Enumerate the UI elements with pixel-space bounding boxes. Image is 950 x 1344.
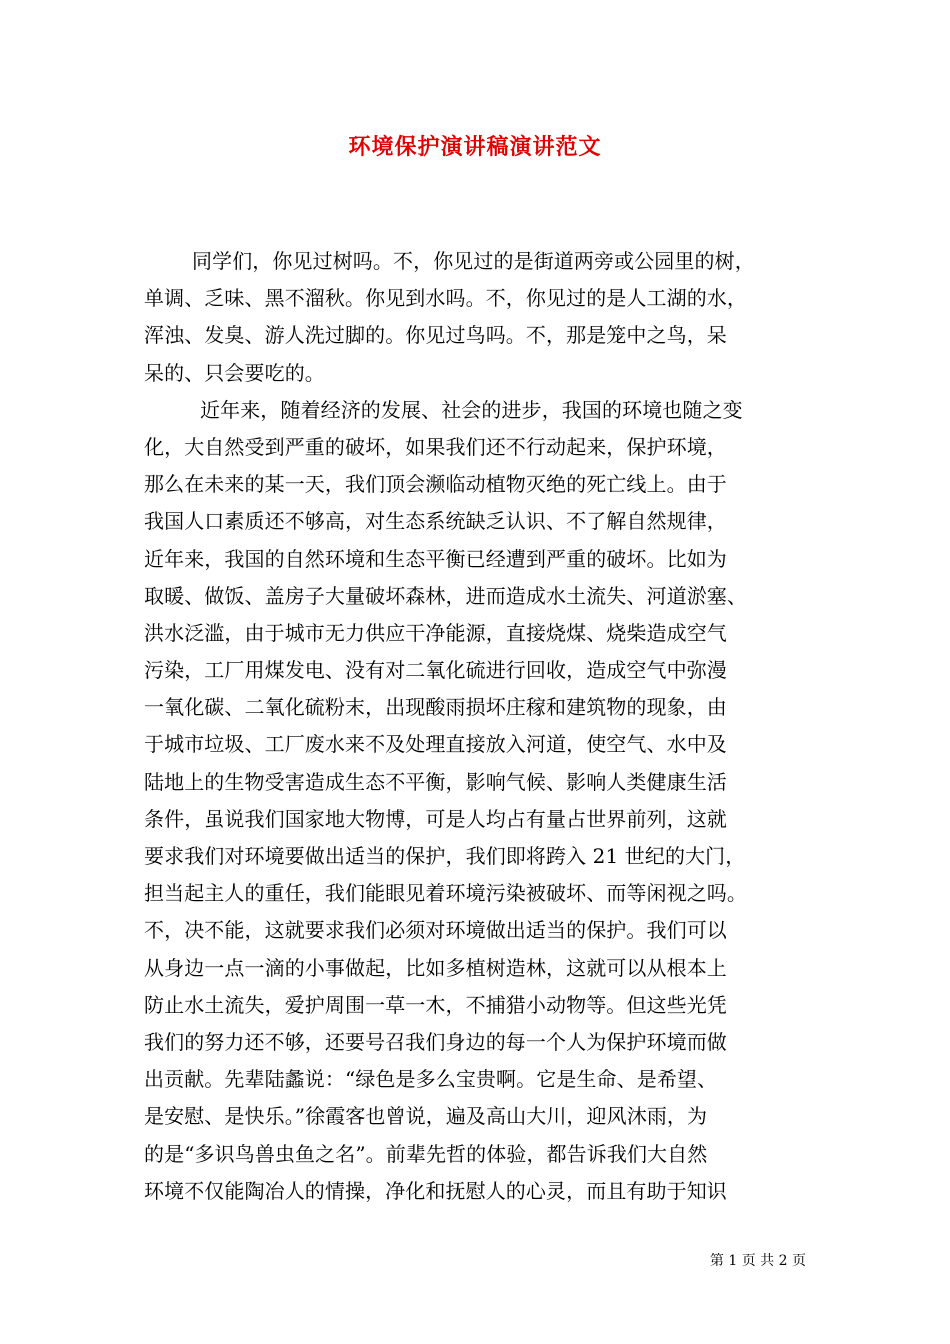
text-line: 于城市垃圾、工厂废水来不及处理直接放入河道，使空气、水中及	[144, 732, 727, 757]
text-line: 单调、乏味、黑不溜秋。你见到水吗。不，你见过的是人工湖的水，	[144, 286, 747, 311]
text-line: 我们的努力还不够，还要号召我们身边的每一个人为保护环境而做	[144, 1029, 727, 1054]
text-line: 近年来，我国的自然环境和生态平衡已经遭到严重的破坏。比如为	[144, 546, 727, 571]
text-line: 出贡献。先辈陆蠡说：“绿色是多么宝贵啊。它是生命、是希望、	[144, 1067, 718, 1092]
page-number: 第 1 页 共 2 页	[709, 1253, 806, 1269]
text-line: 陆地上的生物受害造成生态不平衡，影响气候、影响人类健康生活	[144, 769, 727, 794]
document-title: 环境保护演讲稿演讲范文	[348, 134, 602, 160]
text-line: 取暖、做饭、盖房子大量破坏森林，进而造成水土流失、河道淤塞、	[144, 583, 747, 608]
text-line: 洪水泛滥，由于城市无力供应干净能源，直接烧煤、烧柴造成空气	[144, 620, 727, 645]
text-line: 从身边一点一滴的小事做起，比如多植树造林，这就可以从根本上	[144, 955, 727, 980]
text-line: 呆的、只会要吃的。	[144, 360, 325, 385]
text-line: 一氧化碳、二氧化硫粉末，出现酸雨损坏庄稼和建筑物的现象，由	[144, 695, 727, 720]
document-body	[144, 243, 809, 1210]
text-line: 是安慰、是快乐。”徐霞客也曾说，遍及高山大川，迎风沐雨，为	[144, 1104, 708, 1129]
text-line: 担当起主人的重任，我们能眼见着环境污染被破坏、而等闲视之吗。	[144, 881, 747, 906]
text-line: 近年来，随着经济的发展、社会的进步，我国的环境也随之变	[200, 397, 743, 422]
text-line: 污染，工厂用煤发电、没有对二氧化硫进行回收，造成空气中弥漫	[144, 658, 727, 683]
text-line: 浑浊、发臭、游人洗过脚的。你见过鸟吗。不，那是笼中之鸟，呆	[144, 323, 727, 348]
text-line: 条件，虽说我们国家地大物博，可是人均占有量占世界前列，这就	[144, 806, 727, 831]
text-line: 同学们，你见过树吗。不，你见过的是街道两旁或公园里的树，	[192, 249, 755, 273]
text-line: 不，决不能，这就要求我们必须对环境做出适当的保护。我们可以	[144, 918, 727, 943]
text-line: 化，大自然受到严重的破坏，如果我们还不行动起来，保护环境，	[144, 434, 727, 459]
text-line: 环境不仅能陶冶人的情操，净化和抚慰人的心灵，而且有助于知识	[144, 1178, 727, 1203]
text-line: 防止水土流失，爱护周围一草一木，不捕猎小动物等。但这些光凭	[144, 992, 727, 1017]
text-line: 要求我们对环境要做出适当的保护，我们即将跨入 21 世纪的大门，	[144, 844, 746, 868]
text-line: 的是“多识鸟兽虫鱼之名”。前辈先哲的体验，都告诉我们大自然	[144, 1141, 708, 1166]
text-line: 那么在未来的某一天，我们顶会濒临动植物灭绝的死亡线上。由于	[144, 472, 727, 497]
text-line: 我国人口素质还不够高，对生态系统缺乏认识、不了解自然规律，	[144, 509, 727, 534]
